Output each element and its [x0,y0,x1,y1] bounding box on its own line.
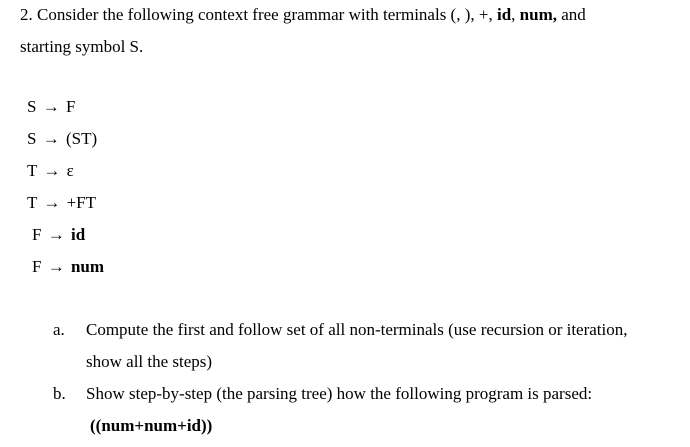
task-b-line-1: Show step-by-step (the parsing tree) how the following program is parsed: [86,384,593,403]
terminal-id: id [496,5,512,24]
task-a-marker: a. [53,320,65,339]
arrow-icon: → [43,193,61,212]
rule-rhs: ε [66,161,74,180]
rule-rhs: (ST) [65,129,98,148]
rule-lhs: T [27,161,38,180]
rule-rhs: +FT [66,193,97,212]
arrow-icon: → [47,225,65,244]
question-line-1 [20,5,586,25]
arrow-icon: → [43,161,61,180]
rule-rhs: id [70,225,86,244]
task-a-line-1: Compute the first and follow set of all non-terminals (use recursion or iteration, [86,320,628,339]
program-input: ((num+num+id)) [90,416,213,435]
rule-2 [27,129,97,149]
question-line-2: starting symbol S. [20,37,144,56]
rule-6 [32,257,104,277]
rule-4 [27,193,96,213]
rule-rhs: num [70,257,105,276]
rule-3 [27,161,74,181]
arrow-icon: → [47,257,65,276]
terminal-num: num, [519,5,557,24]
rule-5 [32,225,85,245]
task-a-line-2: show all the steps) [86,352,213,371]
question-line-1-sep: , [511,5,520,24]
arrow-icon: → [42,129,60,148]
rule-lhs: F [32,225,42,244]
rule-lhs: F [32,257,42,276]
question-line-1-suffix: and [556,5,586,24]
question-line-1-prefix: 2. Consider the following context free grammar with terminals (, ), +, [20,5,497,24]
task-b-marker: b. [53,384,66,403]
rule-1 [27,97,75,117]
arrow-icon: → [42,97,60,116]
rule-lhs: S [27,129,37,148]
rule-rhs: F [65,97,76,116]
rule-lhs: S [27,97,37,116]
rule-lhs: T [27,193,38,212]
